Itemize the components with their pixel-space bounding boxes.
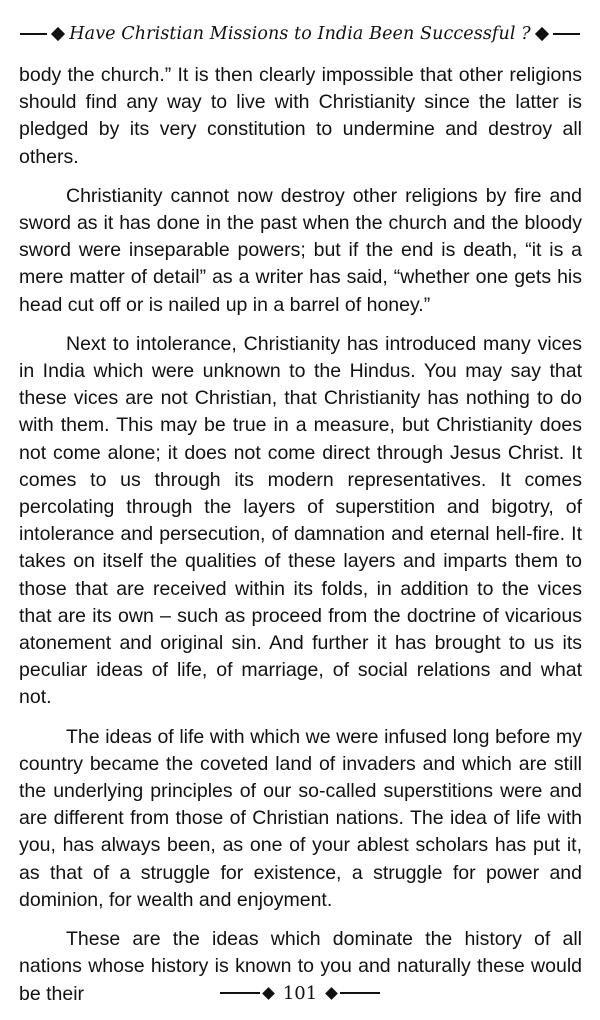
page-number: 101	[282, 982, 318, 1004]
running-header	[20, 20, 580, 48]
body-text	[19, 62, 582, 1020]
paragraph: Next to intolerance, Christianity has introduced many vices in India which were unknown to the Hindus. You may say that these vices are not Christian, that Christianity has nothing to do with them. This may be true in a measure, but Christianity does not come alone; it does not come direct through Jesus Christ. It comes to us through its modern representatives. It comes percolating through the layers of superstition and bigotry, of intolerance and persecution, of damnation and eternal hell-fire. It takes on itself the qualities of these layers and imparts them to those that are received within its folds, in addition to the vices that are its own – such as proceed from the doctrine of vicarious atonement and original sin. And further it has brought to us its peculiar ideas of life, of marriage, of social relations and what not.	[19, 332, 582, 709]
paragraph-continued: body the church.” It is then clearly impossible that other religions should find any way to live with Christianity since the latter is pledged by its very constitution to undermine and destroy all others.	[19, 64, 582, 168]
footer-rule-right	[340, 992, 380, 994]
running-head-title: Have Christian Missions to India Been Successful ?	[69, 24, 531, 44]
header-rule-right	[553, 33, 580, 35]
paragraph: The ideas of life with which we were infused long before my country became the coveted land of invaders and which are still the underlying principles of our so-called superstitions were and are different from those of Christian nations. The idea of life with you, has always been, as one of your ablest scholars has put it, as that of a struggle for existence, a struggle for power and dominion, for wealth and enjoyment.	[19, 725, 582, 911]
header-rule-left	[20, 33, 47, 35]
footer-rule-left	[220, 992, 260, 994]
page-footer	[0, 981, 600, 1005]
paragraph: These are the ideas which dominate the history of all nations whose history is known to you and naturally these would be their	[19, 928, 582, 1005]
diamond-ornament-icon	[535, 27, 549, 41]
diamond-ornament-icon	[51, 27, 65, 41]
diamond-ornament-icon	[262, 987, 275, 1000]
diamond-ornament-icon	[325, 987, 338, 1000]
paragraph: Christianity cannot now destroy other religions by fire and sword as it has done in the past when the church and the bloody sword were inseparable powers; but if the end is death, “it is a mere matter of detail” as a writer has said, “whether one gets his head cut off or is nailed up in a barrel of honey.”	[19, 184, 582, 316]
